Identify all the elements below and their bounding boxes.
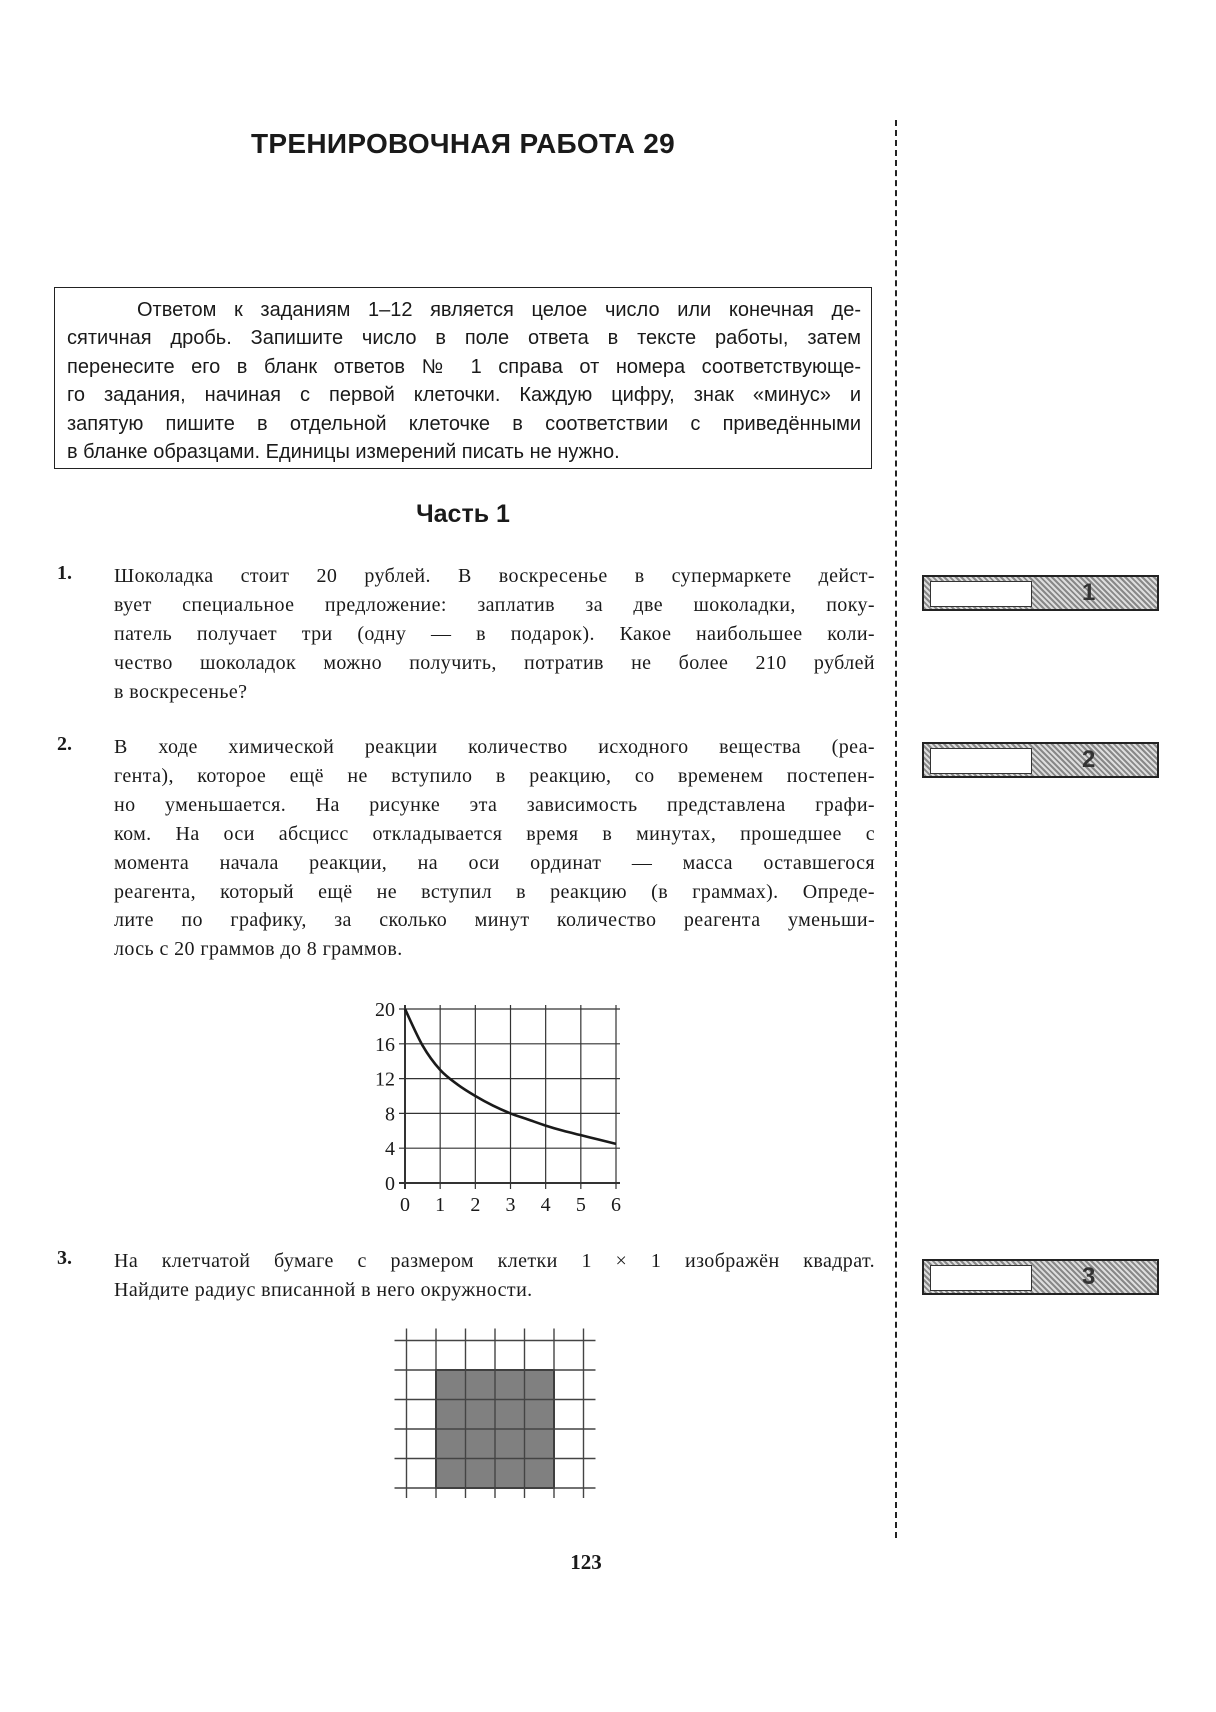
text-line: Шоколадка стоит 20 рублей. В воскресенье в супермаркете дейст-	[114, 565, 875, 587]
x-tick-label: 4	[540, 1194, 551, 1216]
instructions-line: в бланке образцами. Единицы измерений писать не нужно.	[67, 441, 620, 464]
x-tick-label: 5	[575, 1194, 586, 1216]
text-line: Найдите радиус вписанной в него окружности.	[114, 1278, 533, 1301]
text-line: лите по графику, за сколько минут количество реагента уменьши-	[114, 909, 875, 932]
x-tick-label: 2	[470, 1194, 481, 1216]
question-2-number: 2.	[57, 733, 72, 755]
instructions-line: сятичная дробь. Запишите число в поле ответа в тексте работы, затем	[67, 327, 861, 350]
answer-field[interactable]	[930, 1265, 1032, 1291]
text-line: патель получает три (одну — в подарок). Какое наибольшее коли-	[114, 622, 875, 645]
question-3-number: 3.	[57, 1247, 72, 1269]
text-line: но уменьшается. На рисунке эта зависимость представлена графи-	[114, 793, 875, 816]
question-1-number: 1.	[57, 562, 72, 584]
question-3-text	[114, 1247, 875, 1305]
x-tick-label: 3	[505, 1194, 516, 1216]
instructions-line: Ответом к заданиям 1–12 является целое число или конечная де-	[137, 299, 861, 321]
y-tick-label: 20	[375, 999, 395, 1021]
instructions-line: запятую пишите в отдельной клеточке в соответствии с приведёнными	[67, 412, 861, 435]
instructions-line: го задания, начиная с первой клеточки. Каждую цифру, знак «минус» и	[67, 384, 861, 407]
part-title: Часть 1	[416, 500, 510, 528]
y-tick-label: 0	[385, 1173, 395, 1195]
y-tick-label: 4	[385, 1138, 395, 1161]
page-number: 123	[570, 1550, 602, 1574]
text-line: в воскресенье?	[114, 680, 248, 703]
text-line: ком. На оси абсцисс откладывается время в минутах, прошедшее с	[114, 822, 875, 845]
page-title: ТРЕНИРОВОЧНАЯ РАБОТА 29	[251, 128, 675, 159]
x-tick-label: 0	[400, 1194, 410, 1216]
answer-box-number: 1	[1082, 579, 1096, 606]
text-line: реагента, который ещё не вступил в реакцию (в граммах). Опреде-	[114, 880, 875, 903]
text-line: лось с 20 граммов до 8 граммов.	[114, 938, 403, 961]
text-line: вует специальное предложение: заплатив за две шоколадки, поку-	[114, 593, 875, 616]
instructions-line: перенесите его в бланк ответов № 1 справа от номера соответствующе-	[67, 355, 861, 378]
answer-box-number: 2	[1082, 746, 1096, 773]
answer-box-number: 3	[1082, 1263, 1096, 1290]
y-tick-label: 12	[375, 1068, 395, 1091]
answer-box-3[interactable]	[922, 1259, 1159, 1295]
text-line: чество шоколадок можно получить, потратив не более 210 рублей	[114, 651, 875, 674]
x-tick-label: 1	[435, 1194, 446, 1216]
text-line: гента), которое ещё не вступило в реакцию, со временем постепен-	[114, 764, 875, 787]
y-tick-label: 8	[385, 1103, 395, 1126]
text-line: На клетчатой бумаге с размером клетки 1 × 1 изображён квадрат.	[114, 1250, 875, 1272]
y-tick-label: 16	[375, 1033, 395, 1056]
text-line: момента начала реакции, на оси ординат — масса оставшегося	[114, 851, 875, 874]
text-line: В ходе химической реакции количество исходного вещества (реа-	[114, 736, 875, 758]
x-tick-label: 6	[611, 1194, 621, 1216]
